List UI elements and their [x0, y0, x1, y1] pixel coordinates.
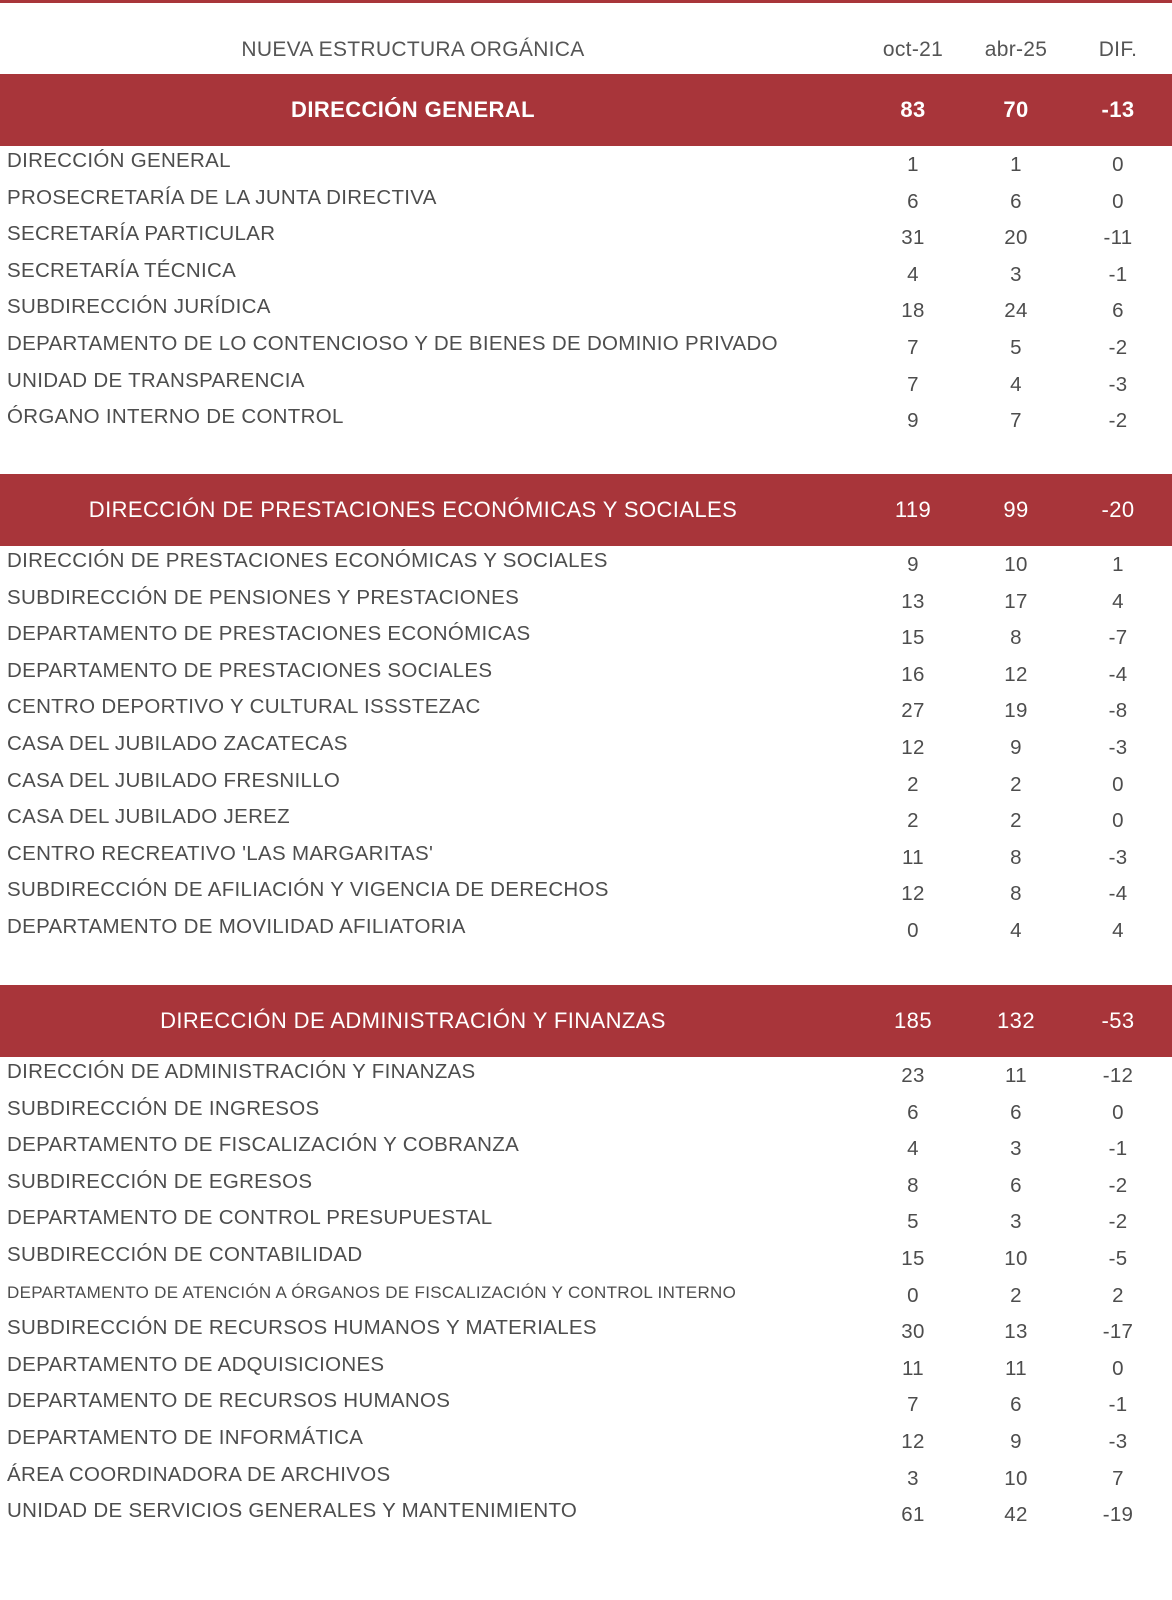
column-header-dif: DIF. — [1098, 38, 1138, 61]
row-label: DIRECCIÓN DE ADMINISTRACIÓN Y FINANZAS — [7, 1060, 476, 1083]
row-dif: -2 — [1108, 1173, 1128, 1197]
row-abr25: 2 — [1010, 1283, 1022, 1307]
table-row — [0, 183, 1172, 220]
row-label: DEPARTAMENTO DE RECURSOS HUMANOS — [7, 1389, 451, 1413]
row-oct21: 3 — [907, 1466, 919, 1490]
row-oct21: 5 — [907, 1210, 919, 1234]
row-label: ÓRGANO INTERNO DE CONTROL — [7, 405, 344, 429]
section-total-dif: -53 — [1101, 1008, 1135, 1033]
section-name: DIRECCIÓN DE PRESTACIONES ECONÓMICAS Y SOCIALES — [88, 497, 738, 522]
section-header — [0, 985, 1172, 1057]
row-dif: -2 — [1108, 335, 1128, 359]
table-row — [0, 402, 1172, 439]
table-row — [0, 656, 1172, 693]
table-row — [0, 729, 1172, 766]
section-total-oct21: 185 — [894, 1008, 932, 1033]
row-abr25: 7 — [1010, 409, 1022, 433]
row-label: SUBDIRECCIÓN DE PENSIONES Y PRESTACIONES — [7, 585, 520, 609]
row-dif: -5 — [1108, 1246, 1128, 1270]
table-row — [0, 329, 1172, 366]
row-dif: 0 — [1112, 1100, 1124, 1124]
row-label: PROSECRETARÍA DE LA JUNTA DIRECTIVA — [7, 185, 437, 209]
section-rows — [0, 546, 1172, 949]
table-row — [0, 766, 1172, 803]
column-header-abr25: abr-25 — [984, 38, 1048, 61]
row-label: DEPARTAMENTO DE ATENCIÓN A ÓRGANOS DE FISCALIZACIÓN Y CONTROL INTERNO — [7, 1282, 737, 1302]
row-oct21: 11 — [902, 1356, 924, 1380]
row-dif: 0 — [1112, 1356, 1124, 1380]
row-dif: -2 — [1108, 409, 1128, 433]
row-abr25: 4 — [1010, 918, 1022, 942]
row-dif: 2 — [1112, 1283, 1124, 1307]
row-label: DIRECCIÓN GENERAL — [7, 149, 231, 172]
row-dif: 4 — [1112, 918, 1124, 942]
row-oct21: 6 — [907, 189, 919, 213]
row-abr25: 10 — [1004, 1466, 1028, 1490]
row-label: UNIDAD DE TRANSPARENCIA — [7, 368, 305, 392]
row-abr25: 8 — [1010, 882, 1022, 906]
row-dif: -3 — [1108, 1429, 1128, 1453]
row-oct21: 9 — [907, 553, 919, 576]
row-abr25: 4 — [1010, 372, 1022, 396]
row-dif: -4 — [1108, 662, 1128, 686]
section-rows — [0, 146, 1172, 439]
row-abr25: 5 — [1010, 335, 1022, 359]
section-total-dif: -13 — [1101, 97, 1135, 122]
table-row — [0, 366, 1172, 403]
row-abr25: 2 — [1010, 809, 1022, 833]
row-label: UNIDAD DE SERVICIOS GENERALES Y MANTENIMIENTO — [7, 1499, 578, 1523]
row-abr25: 9 — [1010, 735, 1022, 759]
row-label: DEPARTAMENTO DE FISCALIZACIÓN Y COBRANZA — [7, 1133, 520, 1157]
row-dif: -3 — [1108, 735, 1128, 759]
row-oct21: 4 — [907, 262, 919, 286]
table-row — [0, 692, 1172, 729]
row-label: DEPARTAMENTO DE INFORMÁTICA — [7, 1425, 364, 1449]
row-oct21: 61 — [901, 1503, 925, 1527]
row-label: SECRETARÍA PARTICULAR — [7, 222, 276, 246]
row-label: CASA DEL JUBILADO ZACATECAS — [7, 731, 348, 755]
table-row — [0, 912, 1172, 949]
row-abr25: 3 — [1010, 262, 1022, 286]
row-abr25: 12 — [1004, 662, 1028, 686]
row-oct21: 11 — [902, 845, 924, 869]
row-dif: 0 — [1112, 189, 1124, 213]
section-direccion-general — [0, 74, 1172, 439]
row-label: CASA DEL JUBILADO FRESNILLO — [7, 768, 341, 792]
row-label: SECRETARÍA TÉCNICA — [7, 258, 237, 282]
row-dif: -19 — [1102, 1503, 1134, 1527]
top-accent-line — [0, 0, 1172, 3]
section-total-abr25: 70 — [1003, 97, 1029, 122]
row-abr25: 8 — [1010, 626, 1022, 650]
section-total-oct21: 83 — [900, 97, 926, 122]
row-label: DEPARTAMENTO DE ADQUISICIONES — [7, 1352, 385, 1376]
row-dif: -4 — [1108, 882, 1128, 906]
table-row — [0, 546, 1172, 583]
row-label: DEPARTAMENTO DE LO CONTENCIOSO Y DE BIENES DE DOMINIO PRIVADO — [7, 331, 778, 355]
row-dif: -17 — [1102, 1320, 1134, 1344]
table-row — [0, 839, 1172, 876]
row-abr25: 2 — [1010, 772, 1022, 796]
row-oct21: 4 — [907, 1137, 919, 1161]
row-label: CENTRO RECREATIVO 'LAS MARGARITAS' — [7, 841, 434, 865]
section-total-abr25: 132 — [997, 1008, 1035, 1033]
column-header-oct21: oct-21 — [882, 38, 944, 61]
row-oct21: 9 — [907, 409, 919, 433]
table-header — [0, 38, 1172, 74]
row-oct21: 23 — [901, 1064, 925, 1087]
row-label: SUBDIRECCIÓN DE INGRESOS — [7, 1096, 320, 1120]
row-dif: 0 — [1112, 809, 1124, 833]
row-label: ÁREA COORDINADORA DE ARCHIVOS — [7, 1462, 391, 1486]
table-row — [0, 146, 1172, 183]
section-direccion-administracion — [0, 985, 1172, 1533]
section-total-oct21: 119 — [894, 497, 932, 522]
table-row — [0, 1496, 1172, 1533]
table-row — [0, 1130, 1172, 1167]
row-abr25: 6 — [1010, 1173, 1022, 1197]
row-oct21: 15 — [901, 626, 925, 650]
section-total-dif: -20 — [1101, 497, 1135, 522]
row-dif: -1 — [1108, 1393, 1128, 1417]
row-label: DEPARTAMENTO DE CONTROL PRESUPUESTAL — [7, 1206, 493, 1230]
row-oct21: 7 — [907, 335, 919, 359]
row-oct21: 0 — [907, 1283, 919, 1307]
table-row — [0, 1313, 1172, 1350]
section-header — [0, 474, 1172, 546]
table-row — [0, 619, 1172, 656]
row-oct21: 12 — [901, 1429, 925, 1453]
row-oct21: 7 — [907, 372, 919, 396]
row-oct21: 31 — [901, 226, 925, 250]
row-dif: 1 — [1112, 553, 1124, 576]
row-abr25: 8 — [1010, 845, 1022, 869]
row-abr25: 3 — [1010, 1137, 1022, 1161]
row-oct21: 18 — [901, 299, 925, 323]
table-row — [0, 1240, 1172, 1277]
row-dif: -3 — [1108, 372, 1128, 396]
row-dif: 0 — [1112, 772, 1124, 796]
row-dif: -3 — [1108, 845, 1128, 869]
table-row — [0, 875, 1172, 912]
row-abr25: 6 — [1010, 1393, 1022, 1417]
table-row — [0, 1460, 1172, 1497]
row-label: SUBDIRECCIÓN DE RECURSOS HUMANOS Y MATERIALES — [7, 1316, 597, 1340]
row-oct21: 12 — [901, 882, 925, 906]
row-abr25: 42 — [1004, 1503, 1028, 1527]
row-label: DEPARTAMENTO DE MOVILIDAD AFILIATORIA — [7, 914, 466, 938]
row-dif: -1 — [1108, 1137, 1128, 1161]
row-dif: -11 — [1103, 226, 1133, 250]
row-dif: 4 — [1112, 589, 1124, 613]
row-abr25: 11 — [1005, 1356, 1027, 1380]
row-oct21: 6 — [907, 1100, 919, 1124]
section-name: DIRECCIÓN GENERAL — [291, 97, 535, 122]
table-row — [0, 583, 1172, 620]
table-row — [0, 1167, 1172, 1204]
row-abr25: 13 — [1004, 1320, 1028, 1344]
section-rows — [0, 1057, 1172, 1533]
table-title: NUEVA ESTRUCTURA ORGÁNICA — [241, 38, 585, 61]
row-dif: -2 — [1108, 1210, 1128, 1234]
table-row — [0, 256, 1172, 293]
table-row — [0, 219, 1172, 256]
section-total-abr25: 99 — [1003, 497, 1029, 522]
row-dif: -8 — [1108, 699, 1128, 723]
table-row — [0, 1094, 1172, 1131]
row-abr25: 10 — [1004, 553, 1028, 576]
row-oct21: 27 — [901, 699, 925, 723]
table-row — [0, 1057, 1172, 1094]
section-direccion-prestaciones — [0, 474, 1172, 949]
row-oct21: 13 — [901, 589, 925, 613]
row-label: DEPARTAMENTO DE PRESTACIONES SOCIALES — [7, 658, 493, 682]
row-dif: -1 — [1108, 262, 1128, 286]
row-abr25: 10 — [1004, 1246, 1028, 1270]
row-abr25: 6 — [1010, 189, 1022, 213]
row-oct21: 7 — [907, 1393, 919, 1417]
row-oct21: 15 — [901, 1246, 925, 1270]
row-oct21: 12 — [901, 735, 925, 759]
row-oct21: 2 — [907, 772, 919, 796]
row-abr25: 1 — [1010, 153, 1022, 176]
row-abr25: 3 — [1010, 1210, 1022, 1234]
row-label: CASA DEL JUBILADO JEREZ — [7, 805, 290, 829]
row-dif: -7 — [1108, 626, 1128, 650]
row-abr25: 20 — [1004, 226, 1028, 250]
row-abr25: 17 — [1004, 589, 1028, 613]
row-oct21: 2 — [907, 809, 919, 833]
table-row — [0, 1203, 1172, 1240]
row-label: SUBDIRECCIÓN DE CONTABILIDAD — [7, 1242, 363, 1266]
row-label: DIRECCIÓN DE PRESTACIONES ECONÓMICAS Y SOCIALES — [7, 549, 608, 572]
section-header — [0, 74, 1172, 146]
table-row — [0, 802, 1172, 839]
row-label: SUBDIRECCIÓN JURÍDICA — [7, 295, 271, 319]
row-oct21: 0 — [907, 918, 919, 942]
row-oct21: 1 — [907, 153, 919, 176]
row-abr25: 9 — [1010, 1429, 1022, 1453]
row-abr25: 24 — [1004, 299, 1028, 323]
row-dif: -12 — [1102, 1064, 1134, 1087]
row-label: DEPARTAMENTO DE PRESTACIONES ECONÓMICAS — [7, 622, 531, 646]
table-row — [0, 1350, 1172, 1387]
row-label: CENTRO DEPORTIVO Y CULTURAL ISSSTEZAC — [7, 695, 481, 719]
row-abr25: 19 — [1004, 699, 1028, 723]
table-row — [0, 1423, 1172, 1460]
row-dif: 0 — [1112, 153, 1124, 176]
row-dif: 7 — [1112, 1466, 1124, 1490]
row-dif: 6 — [1112, 299, 1124, 323]
row-label: SUBDIRECCIÓN DE AFILIACIÓN Y VIGENCIA DE DERECHOS — [7, 878, 609, 902]
table-row — [0, 1277, 1172, 1314]
row-abr25: 11 — [1005, 1064, 1027, 1087]
row-oct21: 16 — [901, 662, 925, 686]
table-row — [0, 1386, 1172, 1423]
row-abr25: 6 — [1010, 1100, 1022, 1124]
row-label: SUBDIRECCIÓN DE EGRESOS — [7, 1169, 313, 1193]
row-oct21: 30 — [901, 1320, 925, 1344]
table-row — [0, 292, 1172, 329]
row-oct21: 8 — [907, 1173, 919, 1197]
section-name: DIRECCIÓN DE ADMINISTRACIÓN Y FINANZAS — [160, 1008, 666, 1033]
